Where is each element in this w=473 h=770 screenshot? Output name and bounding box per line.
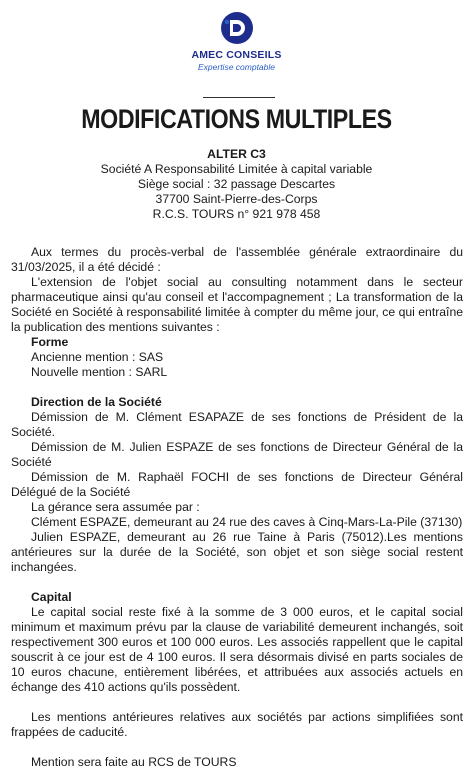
forme-heading: Forme — [31, 335, 69, 349]
company-city: 37700 Saint-Pierre-des-Corps — [155, 192, 318, 206]
capital-heading: Capital — [31, 590, 72, 604]
amec-logo-icon — [219, 10, 255, 46]
brand-name: AMEC CONSEILS — [191, 49, 282, 61]
title-divider — [203, 97, 275, 98]
capital-paragraph: Le capital social reste fixé à la somme de 3 000 euros, et le capital social minimum et maximum prévu par la clause de variabilité demeurent inchangés, soit respectivement 300 euros et 100 000 euros. Les associés rappellent que le capital souscrit à ce jour est de 4 100 euros. Il sera désormais divisé en parts sociales de 10 euros chacune, entièrement libérées, et attribuées aux associés actuels en échange des 410 actions qu'ils possèdent. — [11, 605, 463, 694]
header — [0, 0, 473, 72]
direction-item: Démission de M. Julien ESPAZE de ses fonctions de Directeur Général de la Société — [11, 440, 463, 469]
manager-item: Julien ESPAZE, demeurant au 26 rue Taine à Paris (75012).Les mentions antérieures sur la durée de la Société, son objet et son siège social restent inchangées. — [11, 530, 463, 574]
direction-item: Démission de M. Clément ESAPAZE de ses fonctions de Président de la Société. — [11, 410, 463, 439]
notice-body — [11, 245, 463, 770]
caducite-paragraph: Les mentions antérieures relatives aux sociétés par actions simplifiées sont frappées de caducité. — [11, 710, 463, 739]
mention-line: Mention sera faite au RCS de TOURS — [31, 755, 237, 769]
company-name: ALTER C3 — [207, 147, 266, 161]
forme-old: Ancienne mention : SAS — [31, 350, 164, 364]
manager-item: Clément ESPAZE, demeurant au 24 rue des caves à Cinq-Mars-La-Pile (37130) — [31, 515, 463, 529]
company-rcs: R.C.S. TOURS n° 921 978 458 — [152, 207, 321, 221]
direction-item: Démission de M. Raphaël FOCHI de ses fonctions de Directeur Général Délégué de la Société — [11, 470, 463, 499]
company-form: Société A Responsabilité Limitée à capital variable — [100, 162, 373, 176]
forme-new: Nouvelle mention : SARL — [31, 365, 168, 379]
brand-tagline: Expertise comptable — [197, 62, 275, 72]
company-block — [0, 147, 473, 222]
company-seat: Siège social : 32 passage Descartes — [137, 177, 336, 191]
gerance-line: La gérance sera assumée par : — [31, 500, 200, 514]
intro-paragraph: Aux termes du procès-verbal de l'assemblée générale extraordinaire du 31/03/2025, il a été décidé : — [11, 245, 463, 274]
direction-heading: Direction de la Société — [31, 395, 162, 409]
decision-paragraph: L'extension de l'objet social au consulting notamment dans le secteur pharmaceutique ainsi qu'au conseil et l'accompagnement ; La transformation de la Société en Société à responsabilité limitée à compter du même jour, ce qui entraîne la publication des mentions suivantes : — [11, 275, 463, 334]
page-title: MODIFICATIONS MULTIPLES — [81, 104, 392, 134]
